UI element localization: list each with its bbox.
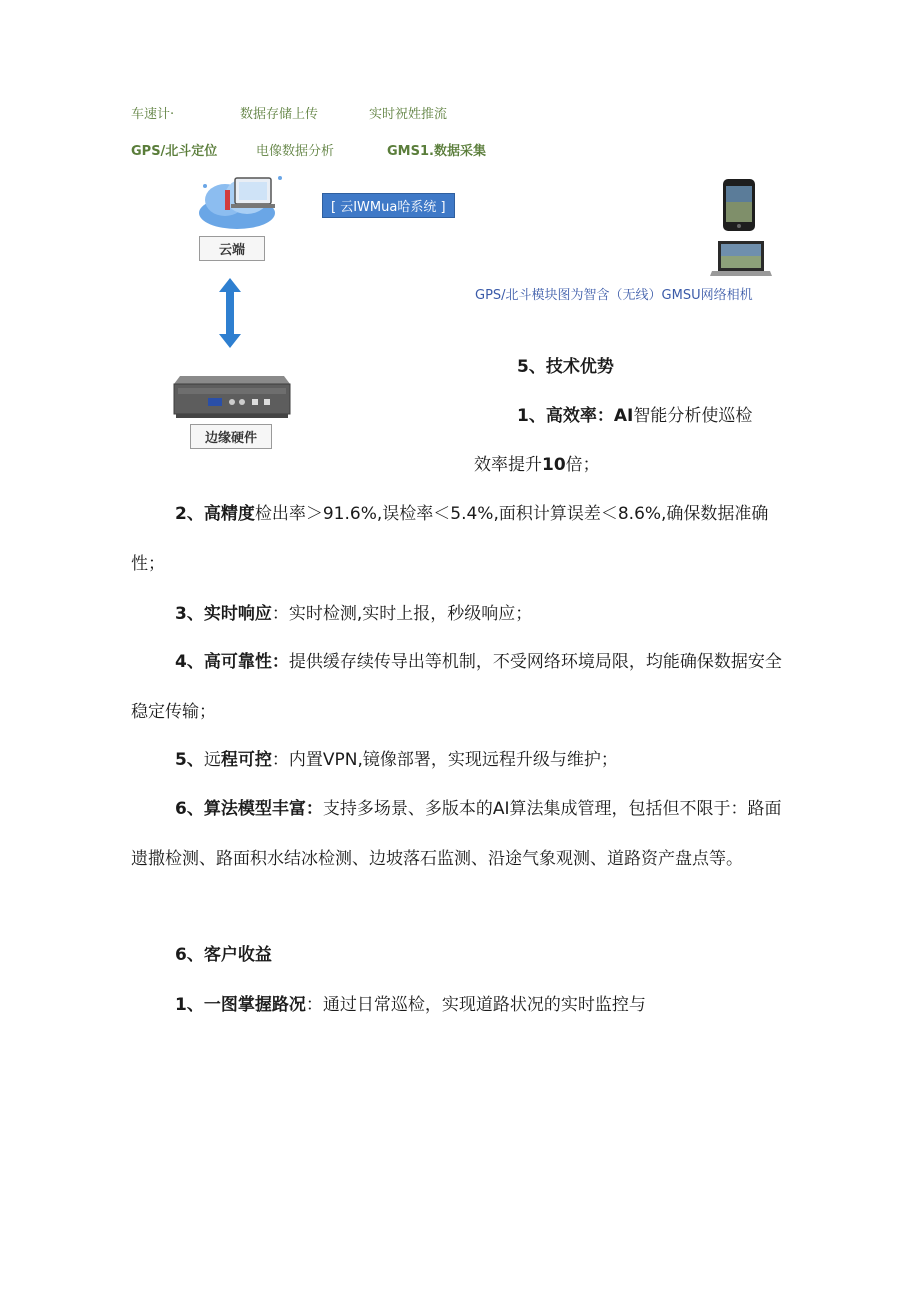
- section-heading: 6、客户收益: [175, 945, 272, 965]
- laptop-icon: [710, 240, 772, 278]
- item-number: 3、: [175, 604, 204, 624]
- item-body: 提供缓存续传导出等机制，不受网络环境局限，均能确保数据安全稳定传输；: [131, 652, 782, 722]
- item-body: 效率提升: [474, 455, 542, 475]
- item-title: 高效率：: [545, 406, 614, 426]
- item-number: 1、: [175, 995, 204, 1015]
- bidirectional-arrow-icon: [219, 278, 241, 348]
- item-body: ：内置VPN,镜像部署，实现远程升级与维护；: [271, 750, 618, 770]
- item-title: 实时响应: [203, 604, 272, 624]
- feature-label: GPS/北斗定位: [131, 144, 218, 159]
- feature-label: 车速计·: [131, 107, 175, 122]
- device-caption: GPS/北斗模块图为智含（无线）GMSU网络相机: [475, 288, 753, 303]
- item-number: 6、: [175, 799, 204, 819]
- edge-hardware-illustration: [172, 362, 292, 422]
- advantage-item-remote: [131, 735, 796, 785]
- item-title: 远: [203, 750, 221, 770]
- cloud-icon: [195, 168, 290, 233]
- item-number: 1、: [517, 406, 546, 426]
- item-title: 算法模型丰富：: [203, 799, 323, 819]
- item-body: 智能分析使巡检: [633, 406, 753, 426]
- feature-label: GMS1.数据采集: [387, 144, 486, 159]
- item-title: 程可控: [220, 750, 272, 770]
- advantage-item-algorithms: [131, 784, 796, 884]
- item-body: AI: [613, 406, 634, 426]
- system-banner: [ 云IWMua哈系统 ]: [322, 193, 455, 218]
- item-title: 高精度: [203, 504, 255, 524]
- advantage-item-efficiency: [517, 404, 752, 428]
- feature-label: 数据存储上传: [240, 107, 319, 122]
- item-number: 4、: [175, 652, 204, 672]
- feature-label: 电像数据分析: [256, 144, 335, 159]
- item-body: 倍；: [565, 455, 600, 475]
- cloud-illustration: [195, 168, 290, 233]
- item-body: ：实时检测,实时上报，秒级响应；: [271, 604, 533, 624]
- phone-icon: [722, 178, 756, 232]
- benefit-item-overview: [131, 980, 796, 1030]
- item-number: 2、: [175, 504, 204, 524]
- item-title: 高可靠性：: [203, 652, 289, 672]
- item-body: 支持多场景、多版本的AI算法集成管理，包括但不限于：路面遗撒检测、路面积水结冰检测、边坡落石监测、沿途气象观测、道路资产盘点等。: [131, 799, 782, 869]
- section-heading: 5、技术优势: [517, 357, 614, 377]
- item-body: 检出率＞91.6%,误检率＜5.4%,面积计算误差＜8.6%,确保数据准确性；: [131, 504, 769, 574]
- advantage-item-precision: [131, 489, 796, 589]
- advantage-item-realtime: [131, 589, 796, 639]
- item-title: 一图掌握路况: [203, 995, 306, 1015]
- item-body: 10: [542, 455, 566, 475]
- item-number: 5、: [175, 750, 204, 770]
- feature-label: 实时祝姓推流: [369, 107, 448, 122]
- edge-hardware-label: 边缘硬件: [190, 424, 272, 449]
- item-body: ：通过日常巡检，实现道路状况的实时监控与: [305, 995, 646, 1015]
- advantage-item-reliability: [131, 637, 796, 737]
- edge-device-icon: [172, 362, 292, 422]
- advantage-item-efficiency-cont: [474, 453, 600, 477]
- cloud-label: 云端: [199, 236, 265, 261]
